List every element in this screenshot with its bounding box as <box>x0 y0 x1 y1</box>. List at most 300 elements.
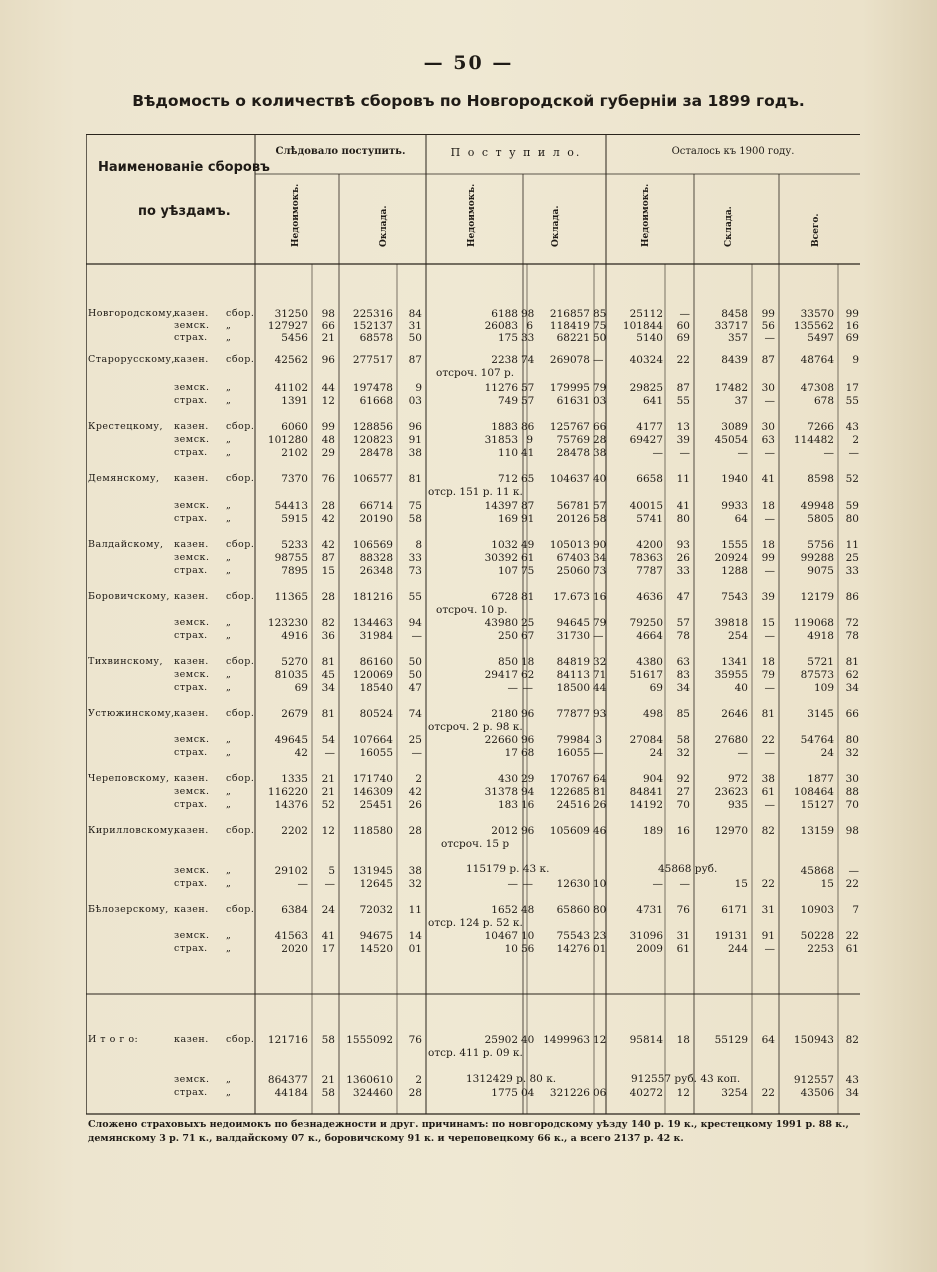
table-cell: 04 <box>521 1087 535 1099</box>
cell-note: отсроч. 10 р. <box>436 604 508 616</box>
table-cell: 73 <box>593 565 607 577</box>
levy-kind: „ <box>226 1074 232 1085</box>
table-row <box>86 539 860 552</box>
table-cell: 5756 <box>807 539 834 551</box>
levy-kind: „ <box>226 786 232 797</box>
table-cell: — <box>848 447 859 459</box>
table-cell: 120823 <box>352 434 393 446</box>
cell-note: 115179 р. 43 к. <box>466 863 550 875</box>
table-cell: 250 <box>497 630 518 642</box>
table-cell: 15 <box>321 565 335 577</box>
table-cell: 32 <box>593 656 607 668</box>
table-cell: 16055 <box>359 747 393 759</box>
district-name: Череповскому, <box>88 773 170 784</box>
table-cell: 14276 <box>556 943 590 955</box>
table-cell: 34 <box>845 1087 859 1099</box>
table-cell: 170767 <box>549 773 590 785</box>
table-cell: 22 <box>845 930 859 942</box>
table-cell: 98 <box>521 308 535 320</box>
table-cell: 7895 <box>281 565 308 577</box>
table-cell: 31853 <box>484 434 518 446</box>
table-cell: 3254 <box>721 1087 748 1099</box>
table-cell: 13 <box>676 421 690 433</box>
table-cell: 61 <box>676 943 690 955</box>
table-cell: 1883 <box>491 421 518 433</box>
table-cell: — <box>411 630 422 642</box>
table-cell: 82 <box>845 1034 859 1046</box>
table-cell: 41563 <box>274 930 308 942</box>
table-cell: 122685 <box>549 786 590 798</box>
table-cell: 69 <box>649 682 663 694</box>
table-cell: 25 <box>408 734 422 746</box>
table-cell: 87 <box>676 382 690 394</box>
table-cell: 6384 <box>281 904 308 916</box>
table-cell: 18500 <box>556 682 590 694</box>
table-cell: 2012 <box>491 825 518 837</box>
table-cell: 91 <box>408 434 422 446</box>
table-cell: 17 <box>504 747 518 759</box>
table-cell: 105609 <box>549 825 590 837</box>
table-cell: — <box>593 354 604 366</box>
table-cell: 28 <box>593 434 607 446</box>
table-cell: — <box>737 447 748 459</box>
levy-kind: „ <box>226 500 232 511</box>
table-cell: 79 <box>593 617 607 629</box>
levy-kind: „ <box>226 565 232 576</box>
table-cell: 63 <box>676 656 690 668</box>
table-cell: 83 <box>676 669 690 681</box>
district-name: Старорусскому, <box>88 354 175 365</box>
table-cell: 33 <box>845 565 859 577</box>
table-cell: 42562 <box>274 354 308 366</box>
table-cell: 6060 <box>281 421 308 433</box>
table-cell: 50 <box>593 332 607 344</box>
table-cell: 29 <box>321 447 335 459</box>
table-cell: 57 <box>593 500 607 512</box>
table-cell: 40015 <box>629 500 663 512</box>
table-cell: 357 <box>727 332 748 344</box>
levy-type: казен. <box>174 354 209 365</box>
table-cell: 33 <box>521 332 535 344</box>
levy-type: страх. <box>174 747 208 758</box>
table-cell: 21 <box>321 332 335 344</box>
table-cell: 61631 <box>556 395 590 407</box>
levy-kind: сбор. <box>226 473 255 484</box>
table-cell: 81 <box>761 708 775 720</box>
table-cell: 62 <box>521 669 535 681</box>
table-cell: — <box>297 878 308 890</box>
table-cell: 169 <box>497 513 518 525</box>
table-cell: 69427 <box>629 434 663 446</box>
table-cell: 56 <box>521 943 535 955</box>
table-cell: 46 <box>593 825 607 837</box>
table-cell: 118419 <box>549 320 590 332</box>
table-cell: 98 <box>845 825 859 837</box>
table-cell: 2 <box>415 773 422 785</box>
table-row <box>86 799 860 812</box>
table-cell: 94 <box>521 786 535 798</box>
table-cell: — <box>324 747 335 759</box>
levy-type: земск. <box>174 930 210 941</box>
table-cell: 79984 <box>556 734 590 746</box>
table-cell: 87 <box>761 354 775 366</box>
levy-kind: сбор. <box>226 656 255 667</box>
table-cell: 44 <box>321 382 335 394</box>
table-cell: 66 <box>845 708 859 720</box>
table-cell: 55 <box>676 395 690 407</box>
table-cell: 104637 <box>549 473 590 485</box>
table-cell: 1335 <box>281 773 308 785</box>
table-cell: 80 <box>593 904 607 916</box>
table-row <box>86 943 860 956</box>
table-cell: 56 <box>761 320 775 332</box>
table-row <box>86 513 860 526</box>
table-cell: 1499963 <box>543 1034 590 1046</box>
levy-type: земск. <box>174 500 210 511</box>
table-cell: 54413 <box>274 500 308 512</box>
table-cell: 10 <box>521 930 535 942</box>
table-cell: 7543 <box>721 591 748 603</box>
district-name: Боровичскому, <box>88 591 170 602</box>
table-cell: 21 <box>321 1074 335 1086</box>
table-cell: 96 <box>321 354 335 366</box>
table-cell: 87 <box>521 500 535 512</box>
table-cell: 59 <box>845 500 859 512</box>
footnote: Сложено страховыхъ недоимокъ по безнадежности и друг. причинамъ: по новгородскому уѣзду 140 р. 19 к., крестецкому 1991 р. 88 к., демянскому 3 р. 71 к., валдайскому 07 к., боровичскому 91 к. и череповецкому 66 к., а всего 2137 р. 42 к. <box>88 1119 849 1144</box>
table-cell: 9933 <box>721 500 748 512</box>
table-row <box>86 565 860 578</box>
table-cell: — <box>507 878 518 890</box>
table-cell: 81 <box>321 708 335 720</box>
table-cell: 2020 <box>281 943 308 955</box>
levy-type: земск. <box>174 734 210 745</box>
table-cell: 57 <box>521 382 535 394</box>
table-cell: 11 <box>676 473 690 485</box>
table-cell: 86160 <box>359 656 393 668</box>
table-cell: 43 <box>845 421 859 433</box>
table-cell: 78 <box>676 630 690 642</box>
table-cell: 26 <box>408 799 422 811</box>
table-cell: 17 <box>321 943 335 955</box>
levy-kind: „ <box>226 332 232 343</box>
table-cell: 30 <box>761 382 775 394</box>
table-cell: 75 <box>408 500 422 512</box>
table-cell: — <box>764 565 775 577</box>
page-number: — 50 — <box>423 52 514 74</box>
table-cell: 99 <box>761 552 775 564</box>
levy-kind: „ <box>226 747 232 758</box>
levy-type: казен. <box>174 473 209 484</box>
levy-type: казен. <box>174 421 209 432</box>
table-cell: 16 <box>845 320 859 332</box>
table-cell: 38 <box>761 773 775 785</box>
table-cell: 1555 <box>721 539 748 551</box>
table-cell: 5805 <box>807 513 834 525</box>
table-cell: 58 <box>321 1034 335 1046</box>
table-cell: 2 <box>415 1074 422 1086</box>
table-cell: 79 <box>593 382 607 394</box>
table-cell: 85 <box>676 708 690 720</box>
table-cell: 31 <box>761 904 775 916</box>
header-arrears-received: Недоимокъ. <box>467 183 477 247</box>
levy-kind: сбор. <box>226 773 255 784</box>
table-cell: 70 <box>676 799 690 811</box>
table-cell: 87573 <box>800 669 834 681</box>
table-cell: 183 <box>497 799 518 811</box>
table-cell: 2102 <box>281 447 308 459</box>
table-cell: 82 <box>321 617 335 629</box>
table-cell: 8458 <box>721 308 748 320</box>
table-cell: 41 <box>521 447 535 459</box>
table-cell: 17.673 <box>553 591 590 603</box>
table-row <box>86 591 860 604</box>
table-row <box>86 332 860 345</box>
table-row <box>86 630 860 643</box>
table-cell: 10467 <box>484 930 518 942</box>
table-cell: 30 <box>761 421 775 433</box>
table-cell: 11 <box>845 539 859 551</box>
table-cell: 63 <box>761 434 775 446</box>
table-cell: 4380 <box>636 656 663 668</box>
table-cell: 75769 <box>556 434 590 446</box>
table-cell: 99288 <box>800 552 834 564</box>
table-cell: 57 <box>676 617 690 629</box>
table-cell: — <box>593 747 604 759</box>
table-cell: 99 <box>845 308 859 320</box>
levy-kind: „ <box>226 865 232 876</box>
table-cell: 29417 <box>484 669 518 681</box>
table-cell: 22660 <box>484 734 518 746</box>
table-cell: — <box>764 447 775 459</box>
table-cell: — <box>764 395 775 407</box>
table-cell: 114482 <box>793 434 834 446</box>
table-cell: 109 <box>813 682 834 694</box>
levy-type: земск. <box>174 617 210 628</box>
table-cell: 25 <box>845 552 859 564</box>
cell-note: отср. 151 р. 11 к. <box>428 486 523 498</box>
table-cell: 9 <box>852 354 859 366</box>
table-cell: — <box>764 682 775 694</box>
table-cell: 28478 <box>359 447 393 459</box>
table-cell: 1341 <box>721 656 748 668</box>
table-cell: 9 <box>526 434 533 446</box>
table-cell: 7 <box>852 904 859 916</box>
table-cell: 5741 <box>636 513 663 525</box>
table-cell: 64 <box>593 773 607 785</box>
header-levy-due: Оклада. <box>379 205 389 247</box>
table-cell: 76 <box>321 473 335 485</box>
table-cell: 44184 <box>274 1087 308 1099</box>
table-cell: 2646 <box>721 708 748 720</box>
levy-type: земск. <box>174 1074 210 1085</box>
table-cell: 131945 <box>352 865 393 877</box>
table-cell: 42 <box>294 747 308 759</box>
table-cell: 1032 <box>491 539 518 551</box>
table-cell: 81 <box>521 591 535 603</box>
table-cell: 15 <box>734 878 748 890</box>
table-cell: 171740 <box>352 773 393 785</box>
table-cell: 41102 <box>274 382 308 394</box>
table-cell: 119068 <box>793 617 834 629</box>
table-cell: 60 <box>676 320 690 332</box>
table-cell: 29825 <box>629 382 663 394</box>
cell-note: отср. 124 р. 52 к. <box>428 917 523 929</box>
table-cell: — <box>764 799 775 811</box>
table-cell: 80 <box>845 513 859 525</box>
table-row <box>86 734 860 747</box>
table-cell: 135562 <box>793 320 834 332</box>
levy-kind: „ <box>226 682 232 693</box>
table-cell: 48 <box>321 434 335 446</box>
header-due: Слѣдовало поступить. <box>275 146 406 157</box>
table-cell: 88328 <box>359 552 393 564</box>
levy-type: земск. <box>174 552 210 563</box>
table-cell: 61 <box>845 943 859 955</box>
table-row <box>86 447 860 460</box>
table-cell: 65 <box>521 473 535 485</box>
table-cell: 31 <box>676 930 690 942</box>
table-cell: 4177 <box>636 421 663 433</box>
levy-type: земск. <box>174 865 210 876</box>
table-cell: 81 <box>593 786 607 798</box>
table-cell: 86 <box>521 421 535 433</box>
table-cell: 58 <box>593 513 607 525</box>
table-cell: 22 <box>761 734 775 746</box>
levy-type: казен. <box>174 656 209 667</box>
table-cell: 49645 <box>274 734 308 746</box>
levy-type: страх. <box>174 513 208 524</box>
table-cell: 24 <box>820 747 834 759</box>
table-cell: 30392 <box>484 552 518 564</box>
table-row <box>86 1087 860 1100</box>
table-cell: 99 <box>761 308 775 320</box>
levy-type: казен. <box>174 539 209 550</box>
levy-type: земск. <box>174 382 210 393</box>
table-cell: 54 <box>321 734 335 746</box>
table-cell: 15127 <box>800 799 834 811</box>
table-cell: 106577 <box>352 473 393 485</box>
table-cell: — <box>764 747 775 759</box>
table-cell: 8 <box>415 539 422 551</box>
table-cell: 11276 <box>484 382 518 394</box>
table-cell: — <box>679 447 690 459</box>
table-cell: 118580 <box>352 825 393 837</box>
levy-type: страх. <box>174 332 208 343</box>
table-row <box>86 382 860 395</box>
table-cell: 78363 <box>629 552 663 564</box>
levy-kind: „ <box>226 630 232 641</box>
table-cell: 80 <box>676 513 690 525</box>
table-cell: 11 <box>408 904 422 916</box>
table-cell: 42 <box>321 539 335 551</box>
table-cell: 58 <box>408 513 422 525</box>
table-cell: 40324 <box>629 354 663 366</box>
table-cell: 4918 <box>807 630 834 642</box>
table-cell: 93 <box>593 708 607 720</box>
levy-type: земск. <box>174 320 210 331</box>
table-cell: 03 <box>593 395 607 407</box>
table-cell: 6658 <box>636 473 663 485</box>
table-cell: 11365 <box>274 591 308 603</box>
levy-kind: „ <box>226 799 232 810</box>
header-remaining: Осталось къ 1900 году. <box>671 146 795 157</box>
table-cell: 27 <box>676 786 690 798</box>
levy-kind: „ <box>226 434 232 445</box>
table-cell: 94645 <box>556 617 590 629</box>
table-row <box>86 682 860 695</box>
table-cell: 27084 <box>629 734 663 746</box>
table-cell: 244 <box>727 943 748 955</box>
table-cell: 61 <box>761 786 775 798</box>
levy-kind: сбор. <box>226 539 255 550</box>
levy-type: казен. <box>174 825 209 836</box>
table-cell: 12630 <box>556 878 590 890</box>
district-name: Тихвинскому, <box>88 656 164 667</box>
table-cell: 16055 <box>556 747 590 759</box>
table-cell: 47 <box>408 682 422 694</box>
table-cell: 41 <box>676 500 690 512</box>
table-cell: 85 <box>593 308 607 320</box>
table-cell: 33 <box>676 565 690 577</box>
table-row <box>86 656 860 669</box>
table-cell: 4731 <box>636 904 663 916</box>
table-cell: — <box>522 682 533 694</box>
table-cell: — <box>764 513 775 525</box>
table-row <box>86 773 860 786</box>
table-cell: 1288 <box>721 565 748 577</box>
table-cell: 75 <box>521 565 535 577</box>
table-cell: 66 <box>593 421 607 433</box>
table-cell: 76 <box>676 904 690 916</box>
table-cell: 972 <box>727 773 748 785</box>
page-title: Вѣдомость о количествѣ сборовъ по Новгородской губерніи за 1899 годъ. <box>132 92 805 110</box>
table-cell: 18 <box>761 656 775 668</box>
table-cell: 5 <box>328 865 335 877</box>
table-cell: 34 <box>676 682 690 694</box>
table-cell: 108464 <box>793 786 834 798</box>
table-cell: 120069 <box>352 669 393 681</box>
table-cell: 26348 <box>359 565 393 577</box>
table-cell: 12 <box>676 1087 690 1099</box>
table-cell: 7266 <box>807 421 834 433</box>
table-cell: 107664 <box>352 734 393 746</box>
table-cell: 50 <box>408 656 422 668</box>
table-cell: 25112 <box>629 308 663 320</box>
table-cell: 30 <box>845 773 859 785</box>
table-cell: 12 <box>321 825 335 837</box>
header-name-line2: по уѣздамъ. <box>138 204 231 219</box>
table-cell: 73 <box>408 565 422 577</box>
table-cell: 77877 <box>556 708 590 720</box>
table-cell: 98 <box>321 308 335 320</box>
table-cell: 54764 <box>800 734 834 746</box>
table-cell: 40 <box>734 682 748 694</box>
levy-kind: „ <box>226 617 232 628</box>
table-cell: 42 <box>321 513 335 525</box>
table-cell: 79 <box>761 669 775 681</box>
table-cell: 94 <box>408 617 422 629</box>
table-cell: 48764 <box>800 354 834 366</box>
table-cell: 28 <box>321 591 335 603</box>
table-cell: 7370 <box>281 473 308 485</box>
table-cell: 106569 <box>352 539 393 551</box>
table-cell: 20126 <box>556 513 590 525</box>
table-cell: — <box>507 682 518 694</box>
table-cell: 152137 <box>352 320 393 332</box>
table-cell: — <box>848 865 859 877</box>
table-cell: 10903 <box>800 904 834 916</box>
levy-kind: сбор. <box>226 308 255 319</box>
